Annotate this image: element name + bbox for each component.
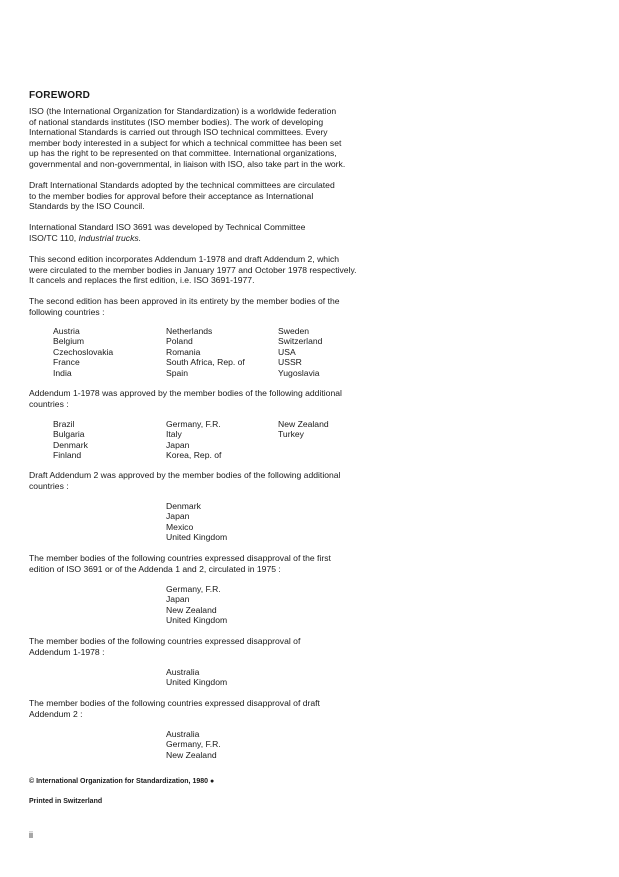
text-line: International Standards is carried out through ISO technical committees. Every <box>29 127 328 138</box>
paragraph-approval-intro <box>29 296 379 317</box>
text-line: following countries : <box>29 306 105 317</box>
paragraph-draft-standards <box>29 180 379 212</box>
country-name: New Zealand <box>278 419 329 429</box>
country-name: Austria <box>53 326 80 336</box>
country-name: Poland <box>166 336 193 347</box>
country-name: Turkey <box>278 429 304 440</box>
country-name: Japan <box>166 594 190 605</box>
copyright-notice: © International Organization for Standardization, 1980 ● <box>29 778 215 785</box>
country-name: USSR <box>278 357 302 368</box>
text-line: of national standards institutes (ISO member bodies). The work of developing <box>29 116 324 127</box>
country-name: USA <box>278 346 296 357</box>
paragraph-addendum1-approval <box>29 388 379 409</box>
page-number: ii <box>29 830 33 840</box>
addendum2-countries-list <box>166 501 227 543</box>
country-name: Denmark <box>53 439 88 450</box>
text-line: governmental and non-governmental, in liaison with ISO, also take part in the work. <box>29 158 346 169</box>
country-name: New Zealand <box>166 604 217 615</box>
text-line: The member bodies of the following countries expressed disapproval of the first <box>29 553 331 563</box>
paragraph-second-edition <box>29 254 379 286</box>
country-name: Denmark <box>166 501 201 511</box>
addendum2-disapproval-list <box>166 729 221 760</box>
country-name: Mexico <box>166 521 194 532</box>
country-name: Sweden <box>278 326 310 336</box>
country-name: Czechoslovakia <box>53 346 114 357</box>
paragraph-addendum1-disapproval <box>29 636 379 657</box>
country-name: Korea, Rep. of <box>166 450 222 461</box>
country-name: South Africa, Rep. of <box>166 357 245 368</box>
country-name: Yugoslavia <box>278 367 320 378</box>
country-name: Spain <box>166 367 188 378</box>
country-name: Romania <box>166 346 201 357</box>
text-line: Addendum 1-1978 : <box>29 646 105 657</box>
text-line: The second edition has been approved in its entirety by the member bodies of the <box>29 296 340 306</box>
country-name: India <box>53 367 72 378</box>
country-column <box>278 326 322 378</box>
text-line: Addendum 2 : <box>29 708 83 719</box>
text-line: This second edition incorporates Addendum 1-1978 and draft Addendum 2, which <box>29 254 340 264</box>
text-line: Standards by the ISO Council. <box>29 201 145 212</box>
text-line: were circulated to the member bodies in January 1977 and October 1978 respectively. <box>29 264 357 275</box>
country-name: Australia <box>166 729 200 739</box>
country-column <box>278 419 329 440</box>
page-title: FOREWORD <box>29 90 91 101</box>
country-name: Japan <box>166 511 190 522</box>
paragraph-iso-intro <box>29 106 379 170</box>
first-edition-disapproval-list <box>166 584 227 626</box>
text-line: Draft International Standards adopted by the technical committees are circulated <box>29 180 335 190</box>
country-column <box>53 419 88 461</box>
paragraph-first-edition-disapproval <box>29 553 379 574</box>
text-line: to the member bodies for approval before their acceptance as International <box>29 190 314 201</box>
country-name: United Kingdom <box>166 615 228 626</box>
country-name: Netherlands <box>166 326 213 336</box>
country-name: Italy <box>166 429 182 440</box>
text-line: The member bodies of the following countries expressed disapproval of <box>29 636 301 646</box>
text-line: member body interested in a subject for which a technical committee has been set <box>29 137 342 148</box>
country-column <box>53 326 113 378</box>
country-name: Bulgaria <box>53 429 85 440</box>
paragraph-addendum2-disapproval <box>29 698 379 719</box>
country-name: Finland <box>53 450 82 461</box>
printed-in-notice: Printed in Switzerland <box>29 798 103 805</box>
country-column <box>166 326 245 378</box>
paragraph-developed-by <box>29 222 379 243</box>
text-line: Addendum 1-1978 was approved by the member bodies of the following additional <box>29 388 342 398</box>
country-name: United Kingdom <box>166 532 228 543</box>
country-name: New Zealand <box>166 749 217 760</box>
country-name: Switzerland <box>278 336 323 347</box>
text-line: edition of ISO 3691 or of the Addenda 1 and 2, circulated in 1975 : <box>29 563 281 574</box>
text-line: Draft Addendum 2 was approved by the member bodies of the following additional <box>29 470 341 480</box>
country-name: Brazil <box>53 419 75 429</box>
committee-code: ISO/TC 110, <box>29 232 79 243</box>
country-name: Germany, F.R. <box>166 739 221 750</box>
country-name: Australia <box>166 667 200 677</box>
addendum1-disapproval-list <box>166 667 227 688</box>
text-line: up has the right to be represented on that committee. International organizations, <box>29 148 337 159</box>
country-name: Germany, F.R. <box>166 584 221 594</box>
text-line <box>29 233 379 244</box>
country-name: Belgium <box>53 336 85 347</box>
text-line: The member bodies of the following countries expressed disapproval of draft <box>29 698 320 708</box>
text-line: ISO (the International Organization for Standardization) is a worldwide federation <box>29 106 337 116</box>
paragraph-addendum2-approval <box>29 470 379 491</box>
text-line: countries : <box>29 398 69 409</box>
country-name: France <box>53 357 80 368</box>
committee-title: Industrial trucks. <box>78 232 142 243</box>
country-column <box>166 419 221 461</box>
country-name: Japan <box>166 439 190 450</box>
text-line: International Standard ISO 3691 was developed by Technical Committee <box>29 222 306 232</box>
country-name: United Kingdom <box>166 677 228 688</box>
text-line: It cancels and replaces the first edition, i.e. ISO 3691-1977. <box>29 275 255 286</box>
country-name: Germany, F.R. <box>166 419 221 429</box>
text-line: countries : <box>29 480 69 491</box>
